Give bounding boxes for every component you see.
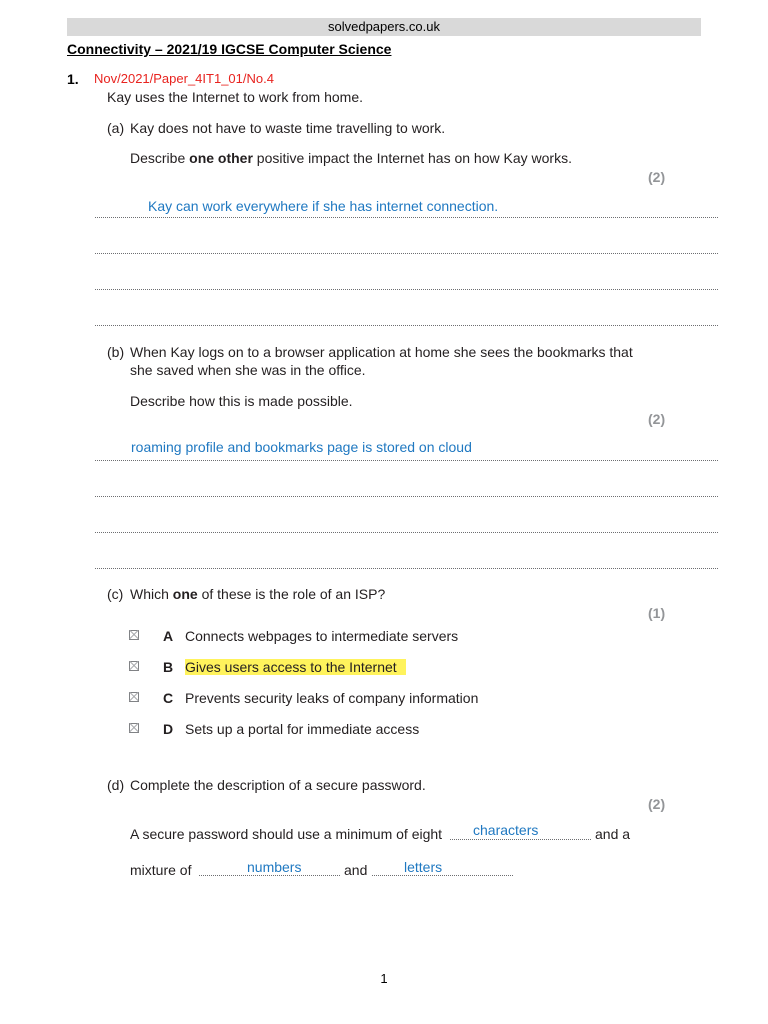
- option-d-text: Sets up a portal for immediate access: [185, 721, 420, 737]
- part-c-label: (c): [107, 586, 124, 602]
- answer-line: [95, 253, 718, 254]
- answer-line: [95, 289, 718, 290]
- answer-line: [95, 217, 718, 218]
- part-d-marks: (2): [648, 796, 666, 812]
- blank-line[interactable]: [450, 839, 591, 840]
- option-b-text-highlighted: Gives users access to the Internet: [185, 659, 406, 675]
- part-d-sentence2-and: and: [344, 862, 368, 878]
- part-d-label: (d): [107, 777, 125, 793]
- option-d-checkbox[interactable]: [129, 723, 139, 733]
- part-d-sentence1-end: and a: [595, 826, 631, 842]
- part-b-line3: Describe how this is made possible.: [130, 393, 353, 409]
- option-a-checkbox[interactable]: [129, 630, 139, 640]
- option-b-letter: B: [163, 659, 174, 675]
- question-stem: Kay uses the Internet to work from home.: [107, 89, 364, 105]
- answer-line: [95, 532, 718, 533]
- part-a-label: (a): [107, 120, 125, 136]
- part-d-question: Complete the description of a secure password.: [130, 777, 426, 793]
- option-c-letter: C: [163, 690, 174, 706]
- part-c-question: Which one of these is the role of an ISP?: [130, 586, 386, 602]
- blank-answer-1: characters: [473, 822, 539, 838]
- blank-answer-3: letters: [404, 859, 443, 875]
- option-c-checkbox[interactable]: [129, 692, 139, 702]
- part-a-marks: (2): [648, 169, 666, 185]
- part-b-label: (b): [107, 344, 125, 360]
- part-b-line2: she saved when she was in the office.: [130, 362, 366, 378]
- answer-line: [95, 496, 718, 497]
- option-a-letter: A: [163, 628, 174, 644]
- option-a-text: Connects webpages to intermediate servers: [185, 628, 459, 644]
- option-b-checkbox[interactable]: [129, 661, 139, 671]
- option-d-letter: D: [163, 721, 174, 737]
- part-c-marks: (1): [648, 605, 666, 621]
- document-title: Connectivity – 2021/19 IGCSE Computer Science: [67, 41, 392, 57]
- part-b-answer: roaming profile and bookmarks page is stored on cloud: [131, 439, 472, 455]
- question-reference: Nov/2021/Paper_4IT1_01/No.4: [94, 71, 274, 86]
- page-number: 1: [380, 971, 388, 986]
- part-a-line2: Describe one other positive impact the Internet has on how Kay works.: [130, 150, 572, 166]
- blank-line[interactable]: [199, 875, 340, 876]
- site-name: solvedpapers.co.uk: [327, 19, 440, 34]
- part-d-sentence1-start: A secure password should use a minimum of eight: [130, 826, 443, 842]
- part-b-line1: When Kay logs on to a browser application at home she sees the bookmarks that: [130, 344, 633, 360]
- answer-line: [95, 460, 718, 461]
- answer-line: [95, 325, 718, 326]
- part-a-answer: Kay can work everywhere if she has internet connection.: [148, 198, 499, 214]
- option-c-text: Prevents security leaks of company information: [185, 690, 479, 706]
- answer-line: [95, 568, 718, 569]
- part-d-sentence2-start: mixture of: [130, 862, 192, 878]
- blank-line[interactable]: [372, 875, 513, 876]
- part-a-line1: Kay does not have to waste time travelling to work.: [130, 120, 446, 136]
- question-number: 1.: [67, 71, 79, 87]
- part-b-marks: (2): [648, 411, 666, 427]
- blank-answer-2: numbers: [247, 859, 302, 875]
